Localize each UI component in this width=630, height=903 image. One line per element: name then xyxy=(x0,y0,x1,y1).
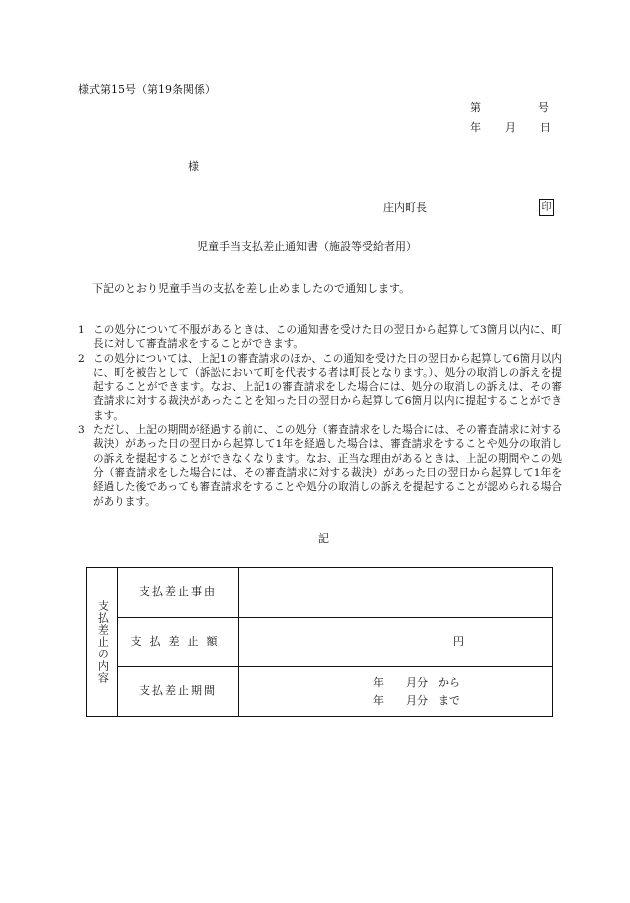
document-number-suffix: 号 xyxy=(538,101,549,114)
note-number: 3 xyxy=(78,424,85,437)
note-text: この処分については、上記1の審査請求のほか、この通知を受けた日の翌日から起算して6箇月以内に、町を被告として（訴訟において町を代表する者は町長となります。）、処分の取消しの訴えを提起することができます。なお、上記1の審査請求をした場合には、処分の取消しの訴えは、その審査請求に対する裁決があったことを知った日の翌日から起算して6箇月以内に提起することができます。 xyxy=(93,352,562,422)
details-group-label: 支払差止の内容 xyxy=(87,568,118,717)
issuer-name: 庄内町長 xyxy=(383,201,427,214)
note-item xyxy=(78,352,562,423)
period-from-year: 年 xyxy=(373,675,384,689)
details-table xyxy=(86,567,553,717)
note-number: 2 xyxy=(78,352,85,365)
date-month: 月 xyxy=(505,121,516,134)
suspension-amount-label: 支払差止額 xyxy=(118,618,239,667)
date-day: 日 xyxy=(540,121,551,134)
period-to-month: 月分 xyxy=(406,693,428,707)
form-number: 様式第15号（第19条関係） xyxy=(78,83,216,96)
document-title: 児童手当支払差止通知書（施設等受給者用） xyxy=(197,240,417,253)
seal-mark: 印 xyxy=(539,199,554,216)
intro-text: 下記のとおり児童手当の支払を差し止めましたので通知します。 xyxy=(92,282,411,295)
note-item xyxy=(78,323,562,352)
issuer-seal xyxy=(539,199,554,216)
period-from-tail: から xyxy=(438,675,460,689)
issue-date xyxy=(470,121,551,136)
suspension-reason-label: 支払差止事由 xyxy=(118,568,239,618)
note-text: ただし、上記の期間が経過する前に、この処分（審査請求をした場合には、その審査請求に対する裁決）があった日の翌日から起算して1年を経過した場合は、審査請求をすることや処分の取消しの訴えを提起することができなくなります。なお、正当な理由があるときは、上記の期間やこの処分（審査請求をした場合には、その審査請求に対する裁決）があった日の翌日から起算して1年を経過した後であっても審査請求をすることや処分の取消しの訴えを提起することが認められる場合があります。 xyxy=(93,424,562,508)
period-to-tail: まで xyxy=(438,693,460,707)
note-item xyxy=(78,423,562,509)
ki-heading: 記 xyxy=(318,532,329,545)
period-from-month: 月分 xyxy=(406,675,428,689)
appeal-notes xyxy=(78,323,562,509)
period-from xyxy=(373,674,552,692)
date-year: 年 xyxy=(470,121,481,134)
suspension-period-label: 支払差止期間 xyxy=(118,667,239,717)
suspension-amount-value: 円 xyxy=(239,618,553,667)
note-text: この処分について不服があるときは、この通知書を受けた日の翌日から起算して3箇月以内に、町長に対して審査請求をすることができます。 xyxy=(93,324,562,351)
period-to-year: 年 xyxy=(373,693,384,707)
document-number xyxy=(470,101,549,116)
document-number-prefix: 第 xyxy=(470,101,481,114)
period-to xyxy=(373,692,552,710)
addressee-suffix: 様 xyxy=(188,160,199,173)
suspension-reason-value xyxy=(239,568,553,618)
note-number: 1 xyxy=(78,324,85,336)
suspension-period-value xyxy=(239,667,553,717)
